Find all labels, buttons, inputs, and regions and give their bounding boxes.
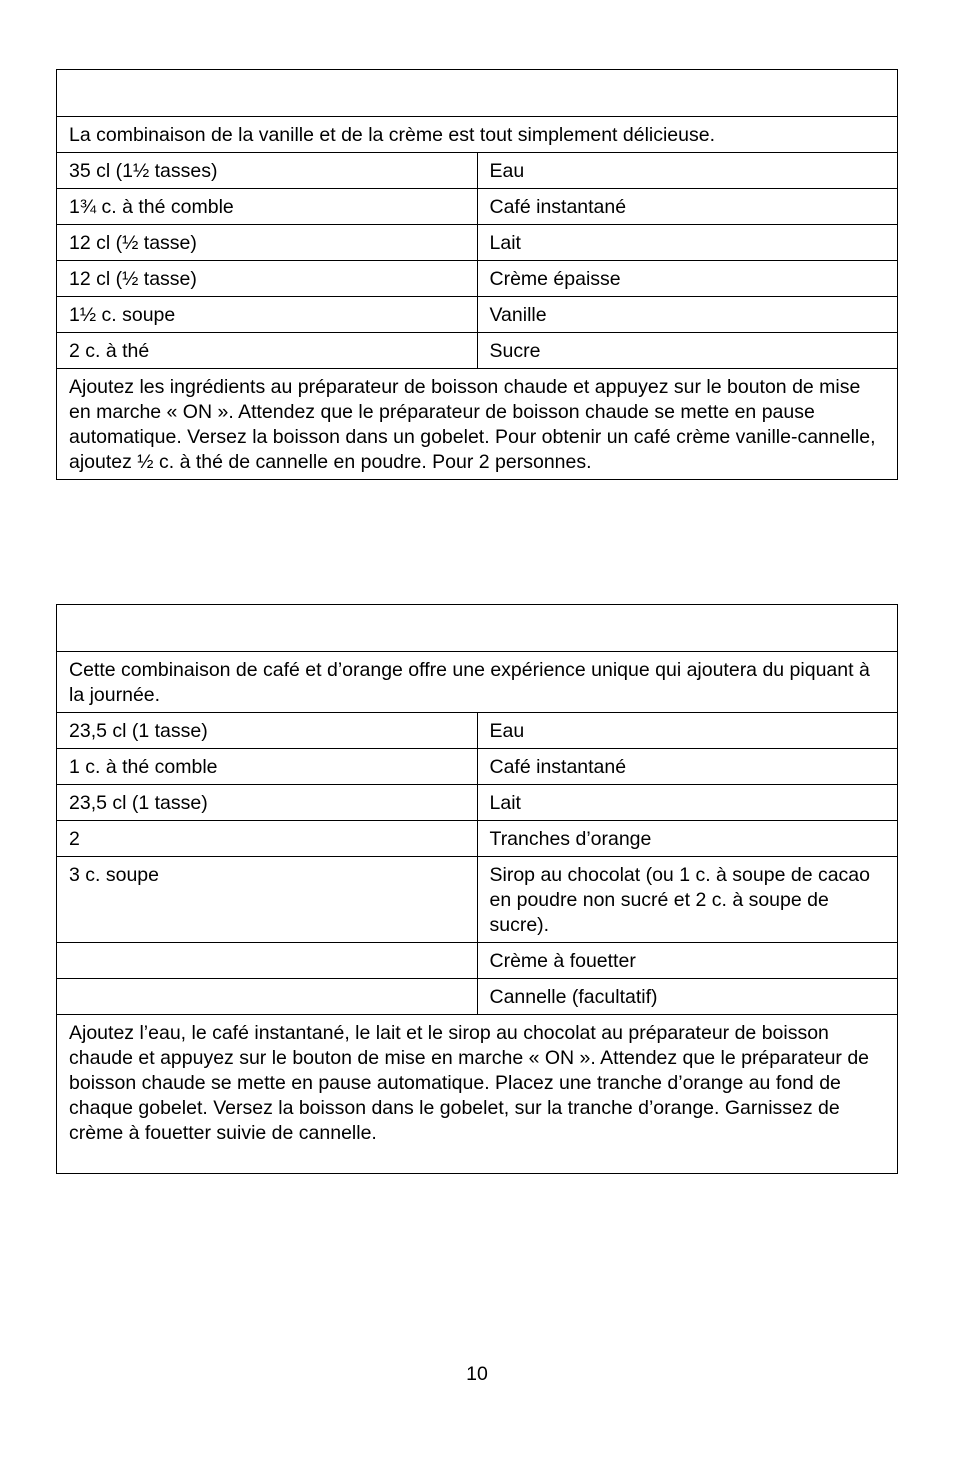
ingredient-name: Tranches d’orange: [477, 821, 898, 857]
ingredient-quantity: 2 c. à thé: [57, 333, 478, 369]
recipe-description: La combinaison de la vanille et de la crème est tout simplement délicieuse.: [57, 117, 898, 153]
ingredient-quantity: [57, 943, 478, 979]
ingredient-quantity: 12 cl (½ tasse): [57, 261, 478, 297]
ingredient-name: Crème à fouetter: [477, 943, 898, 979]
recipe-instructions: Ajoutez les ingrédients au préparateur de boisson chaude et appuyez sur le bouton de mise en marche « ON ». Attendez que le préparateur de boisson chaude se mette en pause automatique. Versez la boisson dans un gobelet. Pour obtenir un café crème vanille-cannelle, ajoutez ½ c. à thé de cannelle en poudre. Pour 2 personnes.: [57, 369, 898, 480]
ingredient-row: [57, 153, 898, 189]
ingredient-row: [57, 943, 898, 979]
ingredient-name: Sucre: [477, 333, 898, 369]
ingredient-row: [57, 261, 898, 297]
ingredient-name: Sirop au chocolat (ou 1 c. à soupe de cacao en poudre non sucré et 2 c. à soupe de sucre).: [477, 857, 898, 943]
ingredient-name: Cannelle (facultatif): [477, 979, 898, 1015]
ingredient-row: [57, 225, 898, 261]
ingredient-name: Crème épaisse: [477, 261, 898, 297]
ingredient-name: Vanille: [477, 297, 898, 333]
ingredient-quantity: 1½ c. soupe: [57, 297, 478, 333]
ingredient-row: [57, 785, 898, 821]
recipe-title: [57, 605, 898, 652]
ingredient-row: [57, 713, 898, 749]
ingredient-row: [57, 979, 898, 1015]
ingredient-row: [57, 857, 898, 943]
ingredient-quantity: 23,5 cl (1 tasse): [57, 713, 478, 749]
ingredient-name: Lait: [477, 785, 898, 821]
ingredient-quantity: 1 c. à thé comble: [57, 749, 478, 785]
ingredient-row: [57, 821, 898, 857]
recipe-table-orange-coffee: [56, 604, 898, 1174]
ingredient-quantity: 35 cl (1½ tasses): [57, 153, 478, 189]
ingredient-quantity: 1¾ c. à thé comble: [57, 189, 478, 225]
ingredient-name: Lait: [477, 225, 898, 261]
ingredient-row: [57, 333, 898, 369]
recipe-instructions: Ajoutez l’eau, le café instantané, le lait et le sirop au chocolat au préparateur de boisson chaude et appuyez sur le bouton de mise en marche « ON ». Attendez que le préparateur de boisson chaude se mette en pause automatique. Placez une tranche d’orange au fond de chaque gobelet. Versez la boisson dans le gobelet, sur la tranche d’orange. Garnissez de crème à fouetter suivie de cannelle.: [57, 1015, 898, 1174]
ingredient-name: Eau: [477, 713, 898, 749]
page-number: 10: [466, 1363, 488, 1385]
recipe-table-vanilla-cream: [56, 69, 898, 480]
ingredient-name: Café instantané: [477, 189, 898, 225]
ingredient-row: [57, 749, 898, 785]
recipe-description: Cette combinaison de café et d’orange offre une expérience unique qui ajoutera du piquant à la journée.: [57, 652, 898, 713]
ingredient-quantity: 2: [57, 821, 478, 857]
ingredient-quantity: [57, 979, 478, 1015]
ingredient-name: Eau: [477, 153, 898, 189]
ingredient-name: Café instantané: [477, 749, 898, 785]
ingredient-row: [57, 297, 898, 333]
ingredient-row: [57, 189, 898, 225]
recipe-title: [57, 70, 898, 117]
ingredient-quantity: 12 cl (½ tasse): [57, 225, 478, 261]
ingredient-quantity: 3 c. soupe: [57, 857, 478, 943]
ingredient-quantity: 23,5 cl (1 tasse): [57, 785, 478, 821]
